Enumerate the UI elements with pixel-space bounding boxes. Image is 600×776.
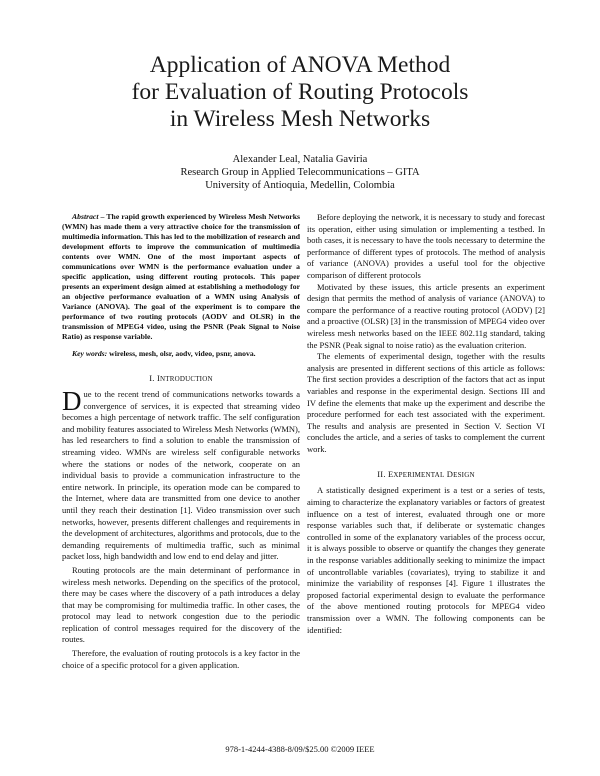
- keywords-text: wireless, mesh, olsr, aodv, video, psnr, anova.: [109, 349, 256, 358]
- paper-title: [40, 52, 560, 133]
- heading-initial: I: [156, 373, 160, 383]
- keywords-lead: Key words:: [72, 349, 108, 358]
- right-paragraph-1: Before deploying the network, it is necessary to study and forecast its operation, either using simulation or implementing a testbed. In both cases, it is necessary to have the tools necessary to determine the performance of different types of protocols. The method of analysis of variance (ANOVA) provides a useful tool for the objective comparison of different protocols: [307, 212, 545, 280]
- right-paragraph-2: Motivated by these issues, this article presents an experiment design that permits the method of analysis of variance (ANOVA) to compare the performance of a reactive routing protocol (AODV) [2] and a proactive (OLSR) [3] in the transmission of MPEG4 video over wireless mesh networks based on the IEEE 802.11g standard, taking the PSNR (Peak signal to noise ratio) as the evaluation criterion.: [307, 281, 545, 350]
- title-line-2: for Evaluation of Routing Protocols: [131, 79, 469, 105]
- section-numeral: II.: [377, 469, 386, 480]
- abstract-text: The rapid growth experienced by Wireless Mesh Networks (WMN) has made them a very attractive choice for the transmission of multimedia information. This has led to the mobilization of research and development efforts to improve the communication of multimedia contents over WMN. One of the most important aspects of communications over WMN is the performance evaluation under a specific application, using different routing protocols. This paper presents an experiment design aimed at establishing a methodology for an objective performance evaluation of a WMN using Analysis of Variance (ANOVA). The goal of the experiment is to compare the performance of two routing protocols (AODV and OLSR) in the transmission of MPEG4 video, using the PSNR (Peak Signal to Noise Ratio) as response variable.: [62, 212, 300, 341]
- right-paragraph-3: The elements of experimental design, together with the results analysis are presented in different sections of this article as follows: The first section provides a description of the factors that act as input variables and response in the experimental design. Sections III and IV define the elements that make up the experiment and describe the procedure performed for each test associated with the experiment. The results and analysis are presented in Section V. Section VI concludes the article, and a series of tasks to complement the current work.: [307, 351, 545, 454]
- author-names: Alexander Leal, Natalia Gaviria: [232, 154, 368, 165]
- heading-smallcaps: ESIGN: [453, 471, 475, 480]
- heading-smallcaps: XPERIMENTAL: [393, 471, 445, 480]
- section-heading-introduction: [62, 373, 300, 383]
- abstract: [62, 212, 300, 342]
- affiliation: University of Antioquia, Medellin, Colombia: [205, 180, 395, 191]
- title-line-3: in Wireless Mesh Networks: [169, 106, 431, 132]
- title-line-1: Application of ANOVA Method: [149, 52, 451, 78]
- left-column: [62, 212, 300, 671]
- research-group: Research Group in Applied Telecommunications – GITA: [180, 167, 420, 178]
- drop-cap: D: [62, 386, 82, 416]
- heading-initial: E: [387, 469, 394, 480]
- section-numeral: I.: [149, 373, 155, 383]
- intro-paragraph-2: Routing protocols are the main determinant of performance in wireless mesh networks. Depending on the specifics of the protocol, there may be cases where the discovery of a path introduces a delay that may be compromising for multimedia traffic. In other cases, the protocol may lead to network congestion due to the periodic replication of control messages required for the discovery of the routes.: [62, 564, 300, 645]
- author-block: [40, 153, 560, 192]
- copyright-footer: 978-1-4244-4388-8/09/$25.00 ©2009 IEEE: [225, 744, 375, 754]
- abstract-lead: Abstract –: [72, 212, 105, 221]
- heading-smallcaps: NTRODUCTION: [159, 375, 213, 383]
- heading-initial: D: [446, 469, 454, 480]
- section-heading-experimental-design: [307, 469, 545, 479]
- design-paragraph-1: A statistically designed experiment is a test or a series of tests, aiming to characterize the explanatory variables or factors of greatest influence on a test of interest, evaluated through one or more response variables such that, if deliberate or systematic changes controlled in some of the explanatory variables of the process occur, it is always possible to observe or quantify the changes they generate in the response variables additionally seeking to minimize the impact of uncontrollable variables (covariates), trying to stabilize it and minimize the variability of responses [4]. Figure 1 illustrates the proposed factorial experimental design to evaluate the performance of the above mentioned routing protocols for MPEG4 video transmission over a WMN. The following components can be identified:: [307, 485, 545, 635]
- right-column: [307, 212, 545, 636]
- keywords: [62, 349, 300, 359]
- intro-paragraph-3: Therefore, the evaluation of routing protocols is a key factor in the choice of a specific protocol for a given application.: [62, 648, 300, 670]
- intro-paragraph-1: [62, 386, 300, 563]
- intro-paragraph-1-text: ue to the recent trend of communications networks towards a convergence of services, it is expected that streaming video becomes a high percentage of network traffic. The self configuration and mobility features associated to Wireless Mesh Networks (WMN), has led researchers to find a solution to enable the transmission of streaming video. WMNs are wireless self configurable networks where the stations or nodes of the network, cooperate on an individual basis to provide a communication infrastructure to the entire network. In principle, its operation mode can be compared to the Internet, where data are transmitted from one device to another until they reach their destination [1]. Video transmission over such networks, however, presents different challenges and requirements in the development of architectures, algorithms and protocols, due to the demanding requirements of multimedia traffic, such as minimal packet loss, high bandwidth and low end to end delay and jitter.: [62, 389, 300, 562]
